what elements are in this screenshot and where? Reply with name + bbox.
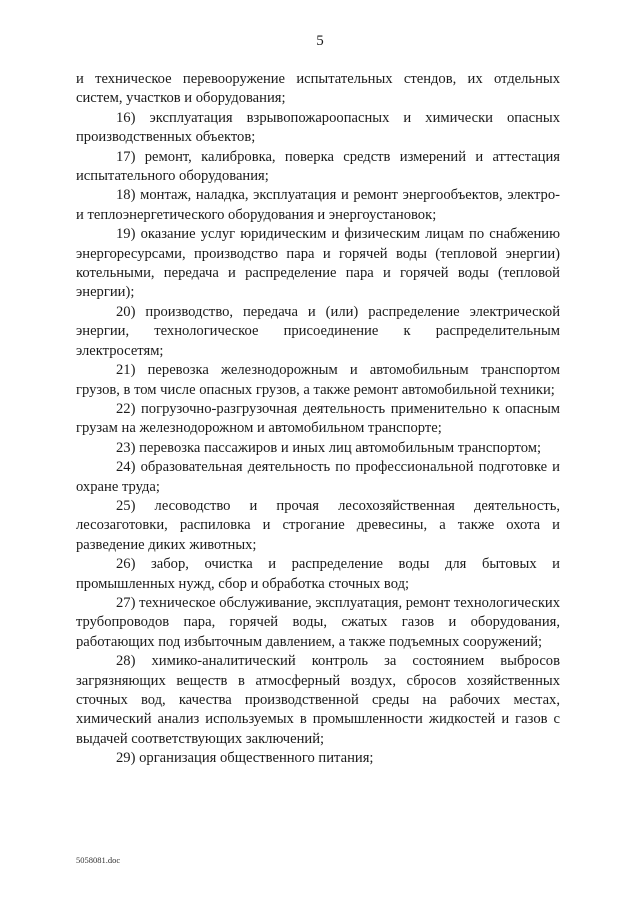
list-item-19: 19) оказание услуг юридическим и физическим лицам по снабжению энергоресурсами, производство пара и горячей воды (тепловой энергии) котельными, передача и распределение пара и горячей воды (тепловой энергии); bbox=[76, 226, 560, 301]
list-item-17: 17) ремонт, калибровка, поверка средств измерений и аттестация испытательного оборудования; bbox=[76, 148, 560, 185]
list-item-26: 26) забор, очистка и распределение воды для бытовых и промышленных нужд, сбор и обработка сточных вод; bbox=[76, 556, 560, 592]
list-item-18: 18) монтаж, наладка, эксплуатация и ремонт энергообъектов, электро- и теплоэнергетического оборудования и энергоустановок; bbox=[76, 187, 560, 223]
list-item-24: 24) образовательная деятельность по профессиональной подготовке и охране труда; bbox=[76, 459, 560, 495]
list-item-23: 23) перевозка пассажиров и иных лиц автомобильным транспортом; bbox=[116, 439, 542, 456]
list-item-25: 25) лесоводство и прочая лесохозяйственная деятельность, лесозаготовки, распиловка и строгание древесины, а также охота и разведение диких животных; bbox=[76, 497, 560, 553]
footer-doc-code: 5058081.doc bbox=[76, 855, 121, 865]
list-item-28: 28) химико-аналитический контроль за состоянием выбросов загрязняющих веществ в атмосферный воздух, сбросов хозяйственных сточных вод, качества производственной среды на рабочих местах, химический анализ используемых в промышленности жидкостей и газов с выдачей соответствующих заключений; bbox=[76, 653, 560, 747]
list-item-16: 16) эксплуатация взрывопожароопасных и химически опасных производственных объектов; bbox=[76, 109, 560, 146]
paragraph-continuation: и техническое перевооружение испытательных стендов, их отдельных систем, участков и оборудования; bbox=[76, 71, 560, 107]
list-item-21: 21) перевозка железнодорожным и автомобильным транспортом грузов, в том числе опасных грузов, а также ремонт автомобильной техники; bbox=[76, 362, 560, 398]
list-item-20: 20) производство, передача и (или) распределение электрической энергии, технологическое присоединение к распределительным электросетям; bbox=[76, 303, 560, 359]
page-number: 5 bbox=[316, 33, 324, 49]
list-item-22: 22) погрузочно-разгрузочная деятельность применительно к опасным грузам на железнодорожном и автомобильном транспорте; bbox=[76, 400, 560, 437]
list-item-27: 27) техническое обслуживание, эксплуатация, ремонт технологических трубопроводов пара, горячей воды, сжатых газов и оборудования, работающих под избыточным давлением, а также подъемных сооружений; bbox=[76, 594, 561, 650]
list-item-29: 29) организация общественного питания; bbox=[116, 750, 374, 767]
document-body bbox=[76, 70, 560, 769]
